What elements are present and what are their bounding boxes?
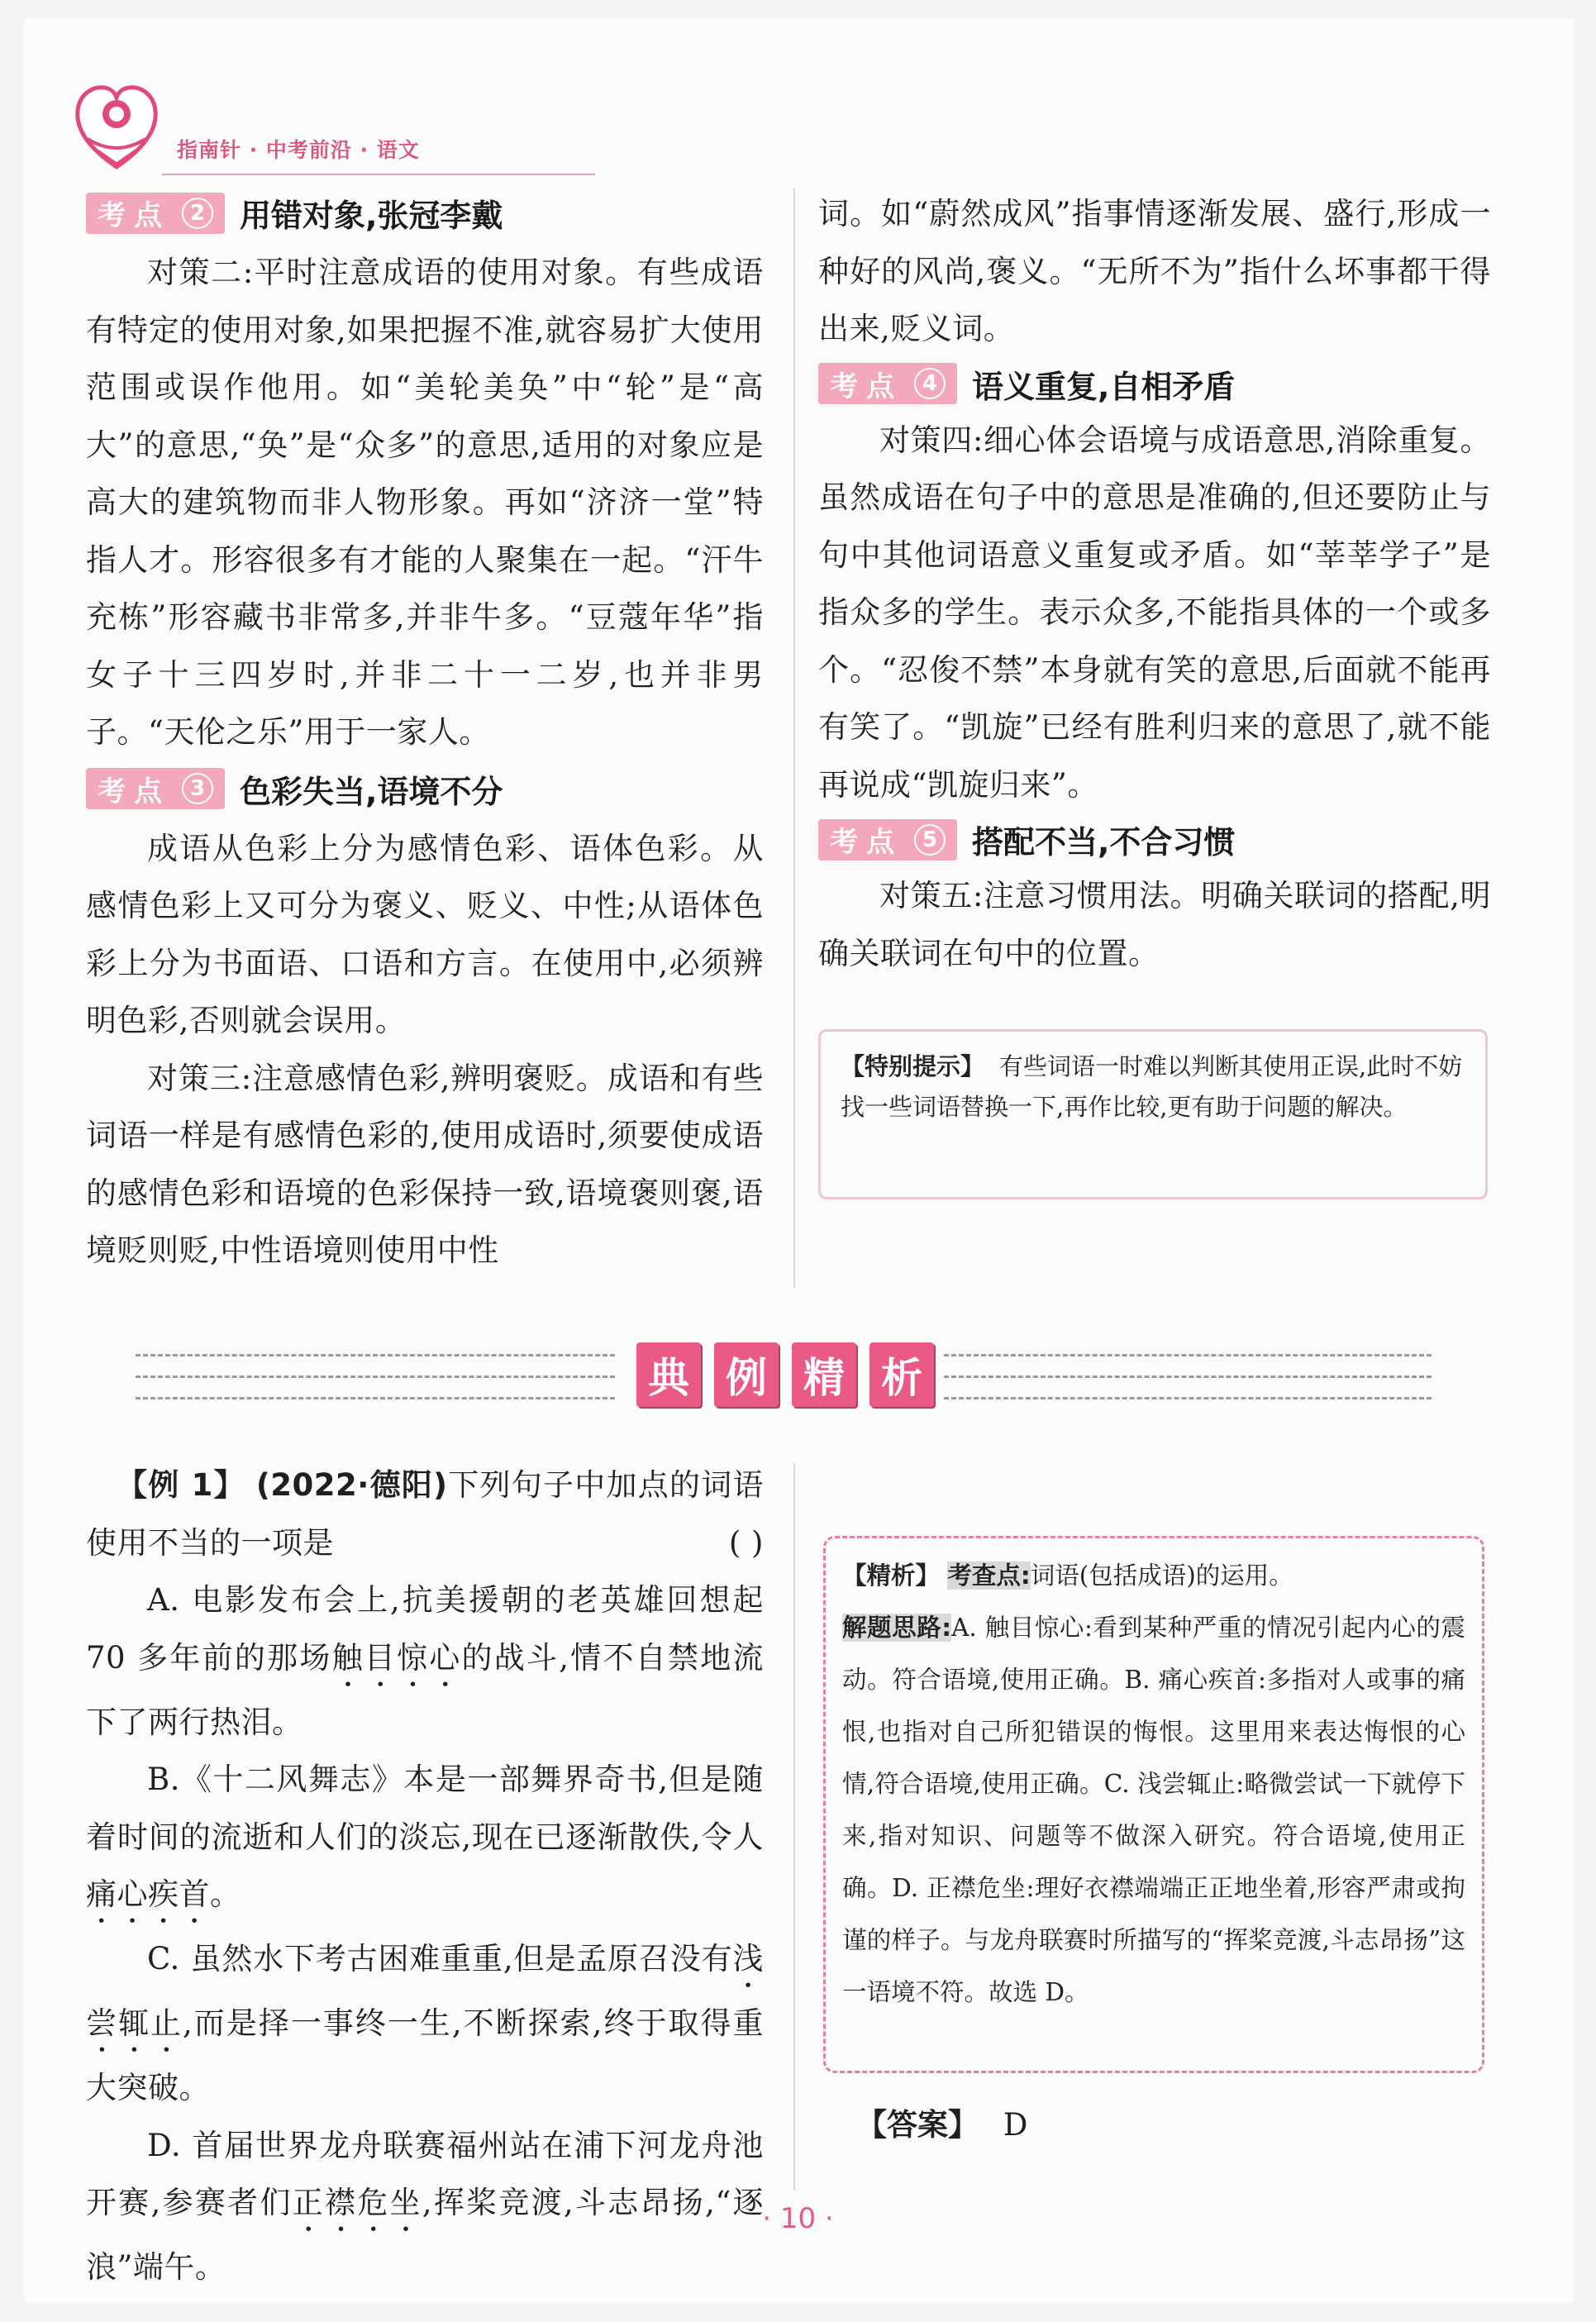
- paragraph: 对策四:细心体会语境与成语意思,消除重复。虽然成语在句子中的意思是准确的,但还要防止与句中其他词语意义重复或矛盾。如“莘莘学子”是指众多的学生。表示众多,不能指具体的一个或多个。“忍俊不禁”本身就有笑的意思,后面就不能再有笑了。“凯旋”已经有胜利归来的意思了,就不能再说成“凯旋归来”。: [818, 422, 1491, 803]
- kaodian-number: 2: [182, 198, 213, 229]
- kaodian-title: 语义重复,自相矛盾: [972, 368, 1236, 405]
- point-text: 词语(包括成语)的运用。: [1030, 1562, 1293, 1590]
- column-divider: [793, 188, 795, 1288]
- kaodian-tag: 考点 3: [86, 768, 225, 809]
- section-title-char: 析: [869, 1342, 934, 1407]
- example-stem: 【例 1】 (2022·德阳)下列句子中加点的词语使用不当的一项是 ( ): [86, 1457, 764, 1571]
- logo-heart-icon: [73, 81, 160, 174]
- kaodian-tag: 考点 5: [818, 819, 957, 861]
- example-1: [86, 1457, 764, 2296]
- answer-label: 【答案】: [856, 2107, 979, 2143]
- special-tip-box: [818, 1029, 1488, 1199]
- dotted-term: 痛心疾首: [86, 1876, 210, 1912]
- kaodian-5-heading: [818, 817, 1491, 862]
- kaodian-title: 用错对象,张冠李戴: [240, 198, 503, 234]
- point-label: 考查点:: [947, 1562, 1031, 1590]
- tip-label: 【特别提示】: [841, 1052, 985, 1080]
- example-source: (2022·德阳): [255, 1467, 448, 1503]
- dotted-term: 触目惊心: [331, 1639, 462, 1676]
- left-column: [86, 190, 764, 1280]
- column-divider: [793, 1463, 795, 2191]
- kaodian-number: 3: [182, 773, 213, 804]
- idea-label: 解题思路:: [842, 1614, 952, 1642]
- header-title: 指南针 · 中考前沿 · 语文: [177, 138, 420, 162]
- example-label: 【例 1】: [117, 1467, 245, 1503]
- answer: [856, 2100, 1027, 2144]
- option-a: A. 电影发布会上,抗美援朝的老英雄回想起 70 多年前的那场触目惊心的战斗,情不自禁地流下了两行热泪。: [86, 1582, 765, 1740]
- section-divider: [136, 1333, 1435, 1432]
- section-title-char: 精: [792, 1342, 856, 1407]
- header-rule: [162, 174, 595, 175]
- analysis-box: [823, 1536, 1484, 2073]
- kaodian-title: 搭配不当,不合习惯: [972, 824, 1236, 861]
- section-title: [636, 1342, 934, 1407]
- analysis-label: 【精析】: [842, 1562, 941, 1590]
- paragraph: 对策五:注意习惯用法。明确关联词的搭配,明确关联词在句中的位置。: [818, 878, 1491, 971]
- kaodian-tag: 考点 2: [86, 193, 225, 234]
- paragraph: 成语从色彩上分为感情色彩、语体色彩。从感情色彩上又可分为褒义、贬义、中性;从语体色彩上分为书面语、口语和方言。在使用中,必须辨明色彩,否则就会误用。: [86, 830, 764, 1038]
- page-number: · 10 ·: [762, 2202, 834, 2235]
- section-title-char: 典: [636, 1342, 701, 1407]
- kaodian-2-heading: [86, 190, 764, 236]
- dotted-term: 浅尝辄止: [86, 1941, 764, 2041]
- answer-value: D: [1003, 2107, 1028, 2143]
- option-d: D. 首届世界龙舟联赛福州站在浦下河龙舟池开赛,参赛者们正襟危坐,挥桨竞渡,斗志昂扬,“逐浪”端午。: [86, 2127, 765, 2285]
- tip-text: 有些词语一时难以判断其使用正误,此时不妨找一些词语替换一下,再作比较,更有助于问题的解决。: [841, 1052, 1463, 1121]
- option-b: B.《十二风舞志》本是一部舞界奇书,但是随着时间的流逝和人们的淡忘,现在已逐渐散佚,令人痛心疾首。: [86, 1762, 764, 1912]
- kaodian-number: 4: [914, 368, 946, 399]
- kaodian-title: 色彩失当,语境不分: [240, 773, 503, 810]
- kaodian-4-heading: [818, 361, 1491, 407]
- kaodian-tag: 考点 4: [818, 363, 957, 404]
- paragraph: 词。如“蔚然成风”指事情逐渐发展、盛行,形成一种好的风尚,褒义。“无所不为”指什么坏事都干得出来,贬义词。: [818, 196, 1491, 346]
- right-column: [818, 185, 1491, 982]
- kaodian-number: 5: [914, 824, 946, 856]
- paragraph: 对策二:平时注意成语的使用对象。有些成语有特定的使用对象,如果把握不准,就容易扩大使用范围或误作他用。如“美轮美奂”中“轮”是“高大”的意思,“奂”是“众多”的意思,适用的对象应是高大的建筑物而非人物形象。再如“济济一堂”特指人才。形容很多有才能的人聚集在一起。“汗牛充栋”形容藏书非常多,并非牛多。“豆蔻年华”指女子十三四岁时,并非二十一二岁,也并非男子。“天伦之乐”用于一家人。: [86, 255, 764, 750]
- paragraph: 对策三:注意感情色彩,辨明褒贬。成语和有些词语一样是有感情色彩的,使用成语时,须要使成语的感情色彩和语境的色彩保持一致,语境褒则褒,语境贬则贬,中性语境则使用中性: [86, 1060, 764, 1268]
- section-title-char: 例: [714, 1342, 779, 1407]
- dotted-term: 正襟危坐: [292, 2185, 422, 2220]
- kaodian-3-heading: [86, 766, 764, 812]
- answer-paren: ( ): [728, 1524, 764, 1561]
- idea-text: A. 触目惊心:看到某种严重的情况引起内心的震动。符合语境,使用正确。B. 痛心疾首:多指对人或事的痛恨,也指对自己所犯错误的悔恨。这里用来表达悔恨的心情,符合语境,使用正确。C. 浅尝辄止:略微尝试一下就停下来,指对知识、问题等不做深入研究。符合语境,使用正确。D. 正襟危坐:理好衣襟端端正正地坐着,形容严肃或拘谨的样子。与龙舟联赛时所描写的“挥桨竞渡,斗志昂扬”这一语境不符。故选 D。: [842, 1614, 1465, 2006]
- option-c: C. 虽然水下考古困难重重,但是孟原召没有浅尝辄止,而是择一事终一生,不断探索,终于取得重大突破。: [86, 1941, 764, 2105]
